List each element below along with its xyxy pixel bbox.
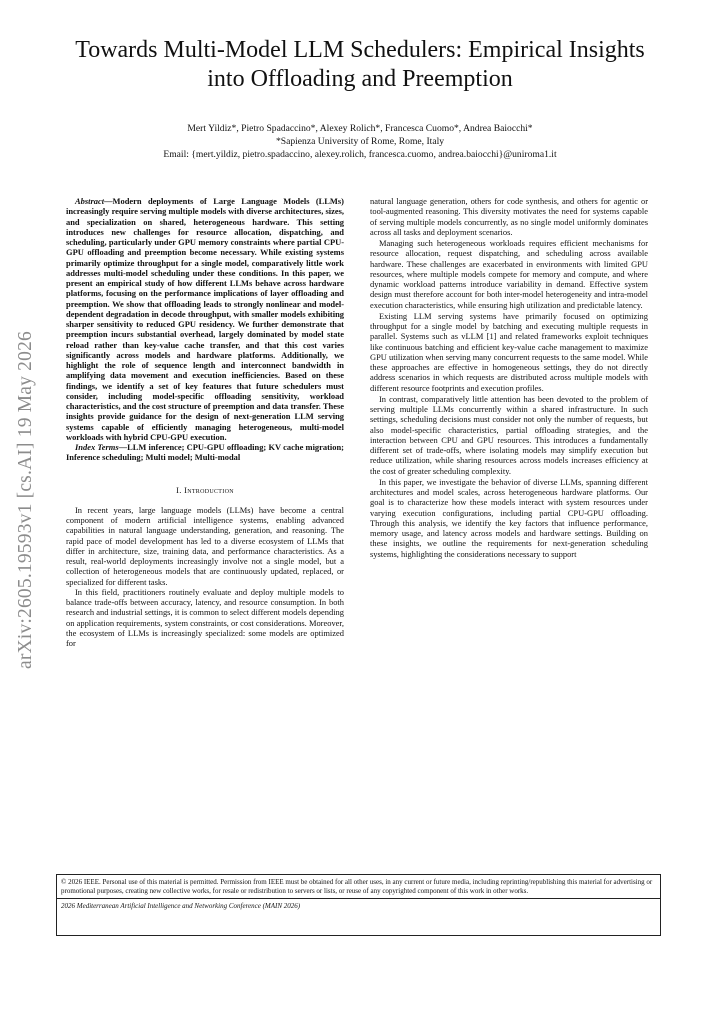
abstract-text: —Modern deployments of Large Language Models (LLMs) increasingly require serving multiple models with diverse architectures, sizes, and specialization on shared, heterogeneous hardware. This setting introduces new challenges for resource allocation, dispatching, and scheduling, particularly under GPU memory constraints where partial CPU-GPU offloading and preemption become necessary. While existing systems primarily optimize throughput for a single model, comparatively little work addresses multi-model scheduling under these conditions. In this paper, we present an empirical study of how different LLMs behave across hardware platforms, focusing on the performance implications of layer offloading and preemption. We show that offloading leads to strongly nonlinear and model-dependent degradation in decode throughput, with smaller models exhibiting sharper sensitivity to reduced GPU residency. We further demonstrate that preemption incurs substantial overhead, largely dominated by model state reload rather than key-value cache transfer, and that this cost varies significantly across models and hardware platforms. Additionally, we highlight the role of sequence length and interconnect bandwidth in amplifying data movement and execution inefficiencies. Based on these findings, we identify a set of key features that future schedulers must consider, including model-specific offloading sensitivity, workload characteristics, and the cost structure of preemption and data transfer. These insights provide guidance for the design of next-generation LLM serving systems capable of efficiently managing heterogeneous, multi-model workloads with hybrid CPU-GPU execution. <box>66 196 344 442</box>
copyright-notice: © 2026 IEEE. Personal use of this material is permitted. Permission from IEEE must be obtained for all other uses, in any current or future media, including reprinting/republishing this material for advertising or promotional purposes, creating new collective works, for resale or redistribution to servers or lists, or reuse of any copyrighted component of this work in other works. <box>61 878 653 895</box>
conference-venue: 2026 Mediterranean Artificial Intelligence and Networking Conference (MAIN 2026) <box>61 902 301 911</box>
abstract-label: Abstract <box>75 196 105 206</box>
section-heading <box>66 485 344 495</box>
author-block <box>60 122 660 161</box>
body-paragraph: natural language generation, others for code synthesis, and others for agentic or tool-augmented reasoning. This diversity motivates the need for systems capable of serving multiple models concurrently, as no single model uniformly dominates across all tasks and deployment scenarios. <box>370 196 648 237</box>
left-column <box>66 196 344 648</box>
index-terms-text: —LLM inference; CPU-GPU offloading; KV cache migration; Inference scheduling; Multi model; Multi-modal <box>66 442 344 463</box>
index-terms-label: Index Terms <box>75 442 119 452</box>
footer-divider <box>57 898 660 899</box>
index-terms <box>66 442 344 463</box>
section-title: Introduction <box>184 484 234 495</box>
body-paragraph: In contrast, comparatively little attention has been devoted to the problem of serving multiple LLMs concurrently within a shared infrastructure. In such settings, scheduling decisions must consider not only the number of requests, but also model-specific characteristics, partial offloading strategies, and the interaction between CPU and GPU resources. This introduces a fundamentally different set of trade-offs, where isolating models may simplify execution but reduce utilization, while sharing resources across models increases efficiency at the cost of greater scheduling complexity. <box>370 393 648 476</box>
arxiv-side-identifier <box>8 290 44 710</box>
author-names: Mert Yildiz*, Pietro Spadaccino*, Alexey Rolich*, Francesca Cuomo*, Andrea Baiocchi* <box>187 123 533 134</box>
arxiv-id-text: arXiv:2605.19593v1 [cs.AI] 19 May 2026 <box>15 331 36 669</box>
author-affiliation: *Sapienza University of Rome, Rome, Italy <box>275 136 445 147</box>
body-paragraph: Managing such heterogeneous workloads requires efficient mechanisms for resource allocation, request dispatching, and scheduling across available hardware. These challenges are exacerbated in environments with limited GPU resources, where multiple models compete for memory and compute, and where dynamic workload patterns introduce variability in demand. Effective system design must therefore account for both inter-model heterogeneity and intra-model execution characteristics, while ensuring high utilization and predictable latency. <box>370 238 648 310</box>
copyright-footer <box>56 874 661 936</box>
author-email: Email: {mert.yildiz, pietro.spadaccino, alexey.rolich, francesca.cuomo, andrea.baiocchi}@uniroma1.it <box>163 149 557 160</box>
body-paragraph: In this field, practitioners routinely evaluate and deploy multiple models to balance trade-offs between accuracy, latency, and resource consumption. In both research and industrial settings, it is common to select different models depending on application requirements, system constraints, or cost considerations. Moreover, the ecosystem of LLMs is increasingly specialized: some models are optimized for <box>66 586 344 648</box>
section-numeral: I. <box>176 484 185 495</box>
body-paragraph: In recent years, large language models (LLMs) have become a central component of modern artificial intelligence systems, enabling advanced capabilities in natural language understanding, generation, and reasoning. The rapid pace of model development has led to a diverse ecosystem of LLMs that differ in architecture, size, training data, and performance characteristics. As a result, real-world deployments increasingly involve not a single model, but a collection of heterogeneous models that are continuously updated, replaced, or specialized for different tasks. <box>66 504 344 587</box>
body-paragraph: In this paper, we investigate the behavior of diverse LLMs, spanning different architectures and model scales, across heterogeneous hardware platforms. Our goal is to characterize how these models interact with system resources under varying execution configurations, including partial CPU-GPU offloading. Through this analysis, we identify the key factors that influence performance, memory usage, and latency across models and hardware settings. Building on these insights, we outline the requirements for next-generation scheduling systems, highlighting the considerations necessary to support <box>370 476 648 559</box>
right-column <box>370 196 648 559</box>
abstract <box>66 196 344 442</box>
paper-title: Towards Multi-Model LLM Schedulers: Empirical Insights into Offloading and Preemption <box>75 37 645 92</box>
body-paragraph: Existing LLM serving systems have primarily focused on optimizing throughput for a single model by batching and executing multiple requests in parallel. Systems such as vLLM [1] and related frameworks exploit techniques like continuous batching and efficient key-value cache management to maximize GPU utilization when serving many concurrent requests to the same model. While these approaches are effective in homogeneous settings, they do not directly address scenarios in which requests are distributed across multiple models with different resource footprints and execution profiles. <box>370 310 648 393</box>
